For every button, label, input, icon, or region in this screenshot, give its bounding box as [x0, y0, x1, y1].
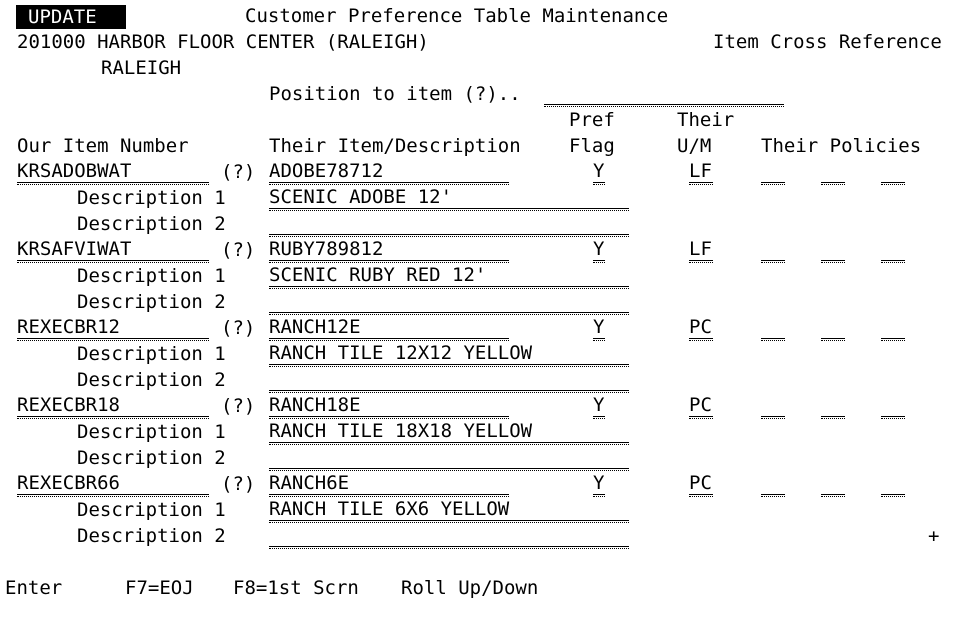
- screen-title: Customer Preference Table Maintenance: [245, 5, 669, 27]
- our-item-field[interactable]: KRSAFVIWAT: [17, 239, 209, 261]
- description-1-field[interactable]: SCENIC ADOBE 12': [269, 187, 629, 209]
- description-1-label: Description 1: [77, 343, 226, 365]
- policy-field[interactable]: [881, 473, 905, 495]
- description-1-field[interactable]: RANCH TILE 12X12 YELLOW: [269, 343, 629, 365]
- position-input-field[interactable]: [544, 83, 784, 105]
- um-field[interactable]: PC: [689, 394, 712, 416]
- enter-key[interactable]: Enter: [5, 577, 63, 599]
- their-item-field[interactable]: RANCH6E: [269, 473, 509, 495]
- policy-field[interactable]: [821, 317, 845, 339]
- our-item-header: Our Item Number: [17, 135, 189, 157]
- customer-city: RALEIGH: [101, 57, 182, 79]
- f7-eoj-key[interactable]: F7=EOJ: [125, 577, 194, 599]
- um-field[interactable]: PC: [689, 472, 712, 494]
- description-2-field[interactable]: [269, 369, 629, 391]
- description-1-label: Description 1: [77, 499, 226, 521]
- policy-field[interactable]: [761, 317, 785, 339]
- roll-up-down-key[interactable]: Roll Up/Down: [401, 577, 539, 599]
- pref-flag-field[interactable]: Y: [593, 472, 605, 494]
- our-item-field[interactable]: REXECBR66: [17, 473, 209, 495]
- item-lookup-prompt[interactable]: (?): [221, 473, 256, 495]
- policy-field[interactable]: [881, 395, 905, 417]
- pref-flag-field[interactable]: Y: [593, 160, 605, 182]
- f8-first-screen-key[interactable]: F8=1st Scrn: [233, 577, 359, 599]
- mode-indicator: UPDATE: [16, 5, 126, 29]
- description-2-label: Description 2: [77, 213, 226, 235]
- pref-flag-field[interactable]: Y: [593, 238, 605, 260]
- their-item-field[interactable]: RUBY789812: [269, 239, 509, 261]
- policy-field[interactable]: [761, 395, 785, 417]
- policy-field[interactable]: [761, 473, 785, 495]
- description-2-field[interactable]: [269, 525, 629, 547]
- description-1-field[interactable]: RANCH TILE 6X6 YELLOW: [269, 499, 629, 521]
- policy-field[interactable]: [881, 239, 905, 261]
- our-item-field[interactable]: REXECBR18: [17, 395, 209, 417]
- their-item-header: Their Item/Description: [269, 135, 521, 157]
- customer-name: 201000 HARBOR FLOOR CENTER (RALEIGH): [17, 31, 429, 53]
- pref-header-top: Pref: [569, 109, 615, 131]
- um-header-top: Their: [677, 109, 735, 131]
- policy-field[interactable]: [821, 239, 845, 261]
- item-lookup-prompt[interactable]: (?): [221, 395, 256, 417]
- description-2-label: Description 2: [77, 369, 226, 391]
- their-item-field[interactable]: RANCH12E: [269, 317, 509, 339]
- um-field[interactable]: PC: [689, 316, 712, 338]
- description-2-label: Description 2: [77, 291, 226, 313]
- description-1-label: Description 1: [77, 421, 226, 443]
- description-2-label: Description 2: [77, 525, 226, 547]
- policy-field[interactable]: [881, 161, 905, 183]
- policy-field[interactable]: [881, 317, 905, 339]
- their-item-field[interactable]: ADOBE78712: [269, 161, 509, 183]
- description-1-field[interactable]: RANCH TILE 18X18 YELLOW: [269, 421, 629, 443]
- policy-field[interactable]: [821, 395, 845, 417]
- description-1-field[interactable]: SCENIC RUBY RED 12': [269, 265, 629, 287]
- policy-field[interactable]: [821, 473, 845, 495]
- policies-header: Their Policies: [761, 135, 922, 157]
- pref-flag-field[interactable]: Y: [593, 316, 605, 338]
- our-item-field[interactable]: KRSADOBWAT: [17, 161, 209, 183]
- description-2-field[interactable]: [269, 291, 629, 313]
- policy-field[interactable]: [761, 239, 785, 261]
- item-lookup-prompt[interactable]: (?): [221, 239, 256, 261]
- pref-header-bottom: Flag: [569, 135, 615, 157]
- policy-field[interactable]: [761, 161, 785, 183]
- policy-field[interactable]: [821, 161, 845, 183]
- section-title: Item Cross Reference: [713, 31, 942, 53]
- um-field[interactable]: LF: [689, 238, 712, 260]
- item-lookup-prompt[interactable]: (?): [221, 317, 256, 339]
- position-label: Position to item (?)..: [269, 83, 521, 105]
- more-indicator: +: [928, 525, 940, 547]
- pref-flag-field[interactable]: Y: [593, 394, 605, 416]
- um-header-bottom: U/M: [677, 135, 712, 157]
- description-2-field[interactable]: [269, 447, 629, 469]
- description-2-field[interactable]: [269, 213, 629, 235]
- um-field[interactable]: LF: [689, 160, 712, 182]
- description-1-label: Description 1: [77, 187, 226, 209]
- their-item-field[interactable]: RANCH18E: [269, 395, 509, 417]
- our-item-field[interactable]: REXECBR12: [17, 317, 209, 339]
- description-1-label: Description 1: [77, 265, 226, 287]
- item-lookup-prompt[interactable]: (?): [221, 161, 256, 183]
- description-2-label: Description 2: [77, 447, 226, 469]
